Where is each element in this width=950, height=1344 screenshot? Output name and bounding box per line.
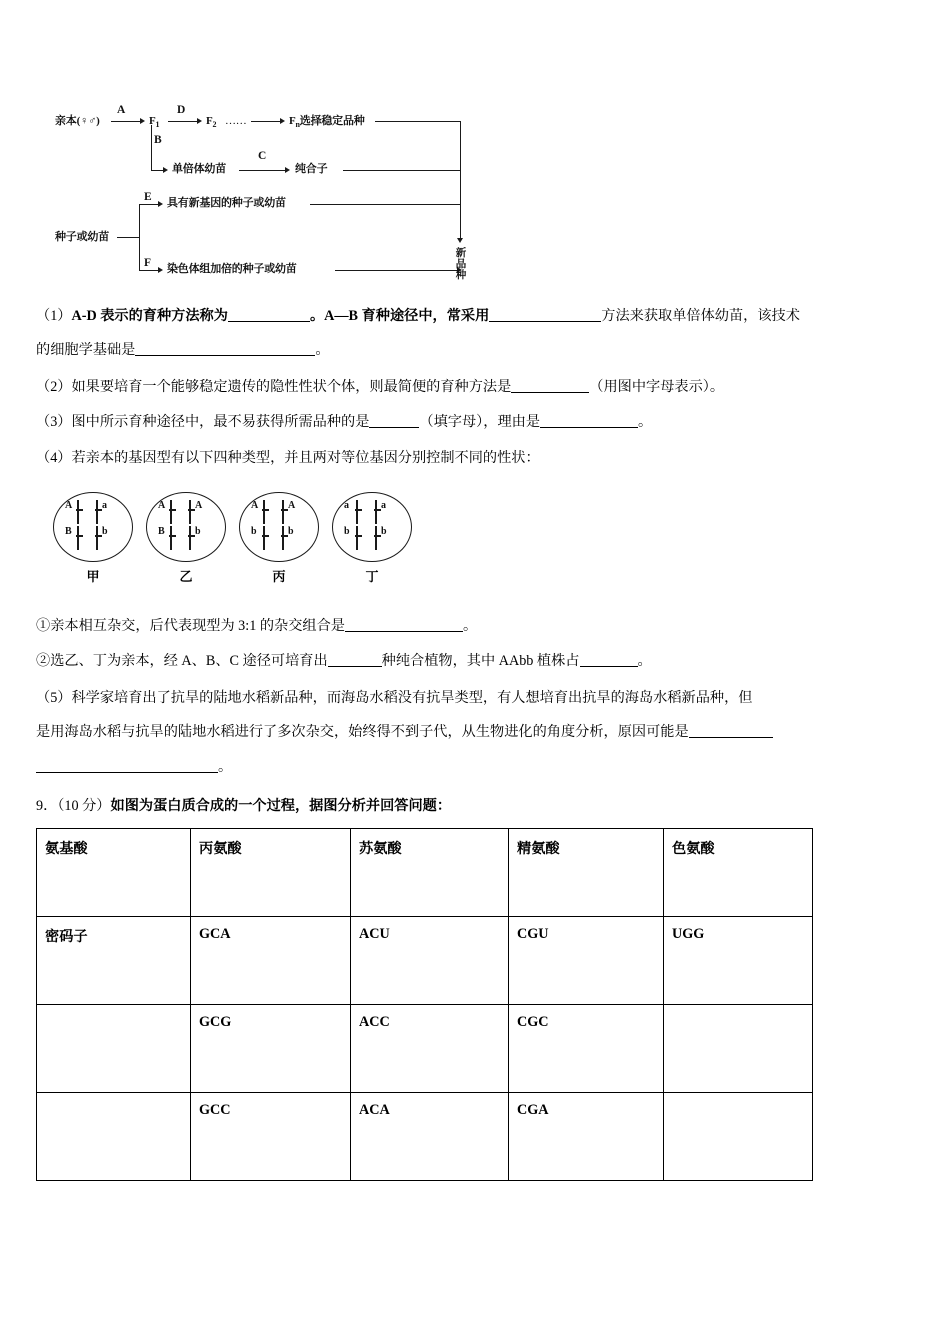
question-2-line	[36, 377, 724, 398]
genotype-cell-ding	[331, 492, 413, 585]
arrow-head-d	[197, 118, 202, 124]
branch-stem-line	[117, 237, 139, 238]
q3-text-b: （填字母），理由是	[419, 414, 541, 430]
chromatid-top-left-bing	[263, 500, 265, 524]
q4s2-blank-1[interactable]	[328, 666, 382, 667]
chromosome-pair-top-yi	[147, 500, 225, 526]
q4s2-text-a: ②选乙、丁为亲本，经 A、B、C 途径可培育出	[36, 653, 328, 669]
diagram-node-doubled-seedling: 染色体组加倍的种子或幼苗	[167, 263, 297, 275]
arrow-head-e	[158, 201, 163, 207]
genotype-cell-bing	[238, 492, 320, 585]
table-cell-codon-acc: ACC	[351, 1005, 509, 1093]
table-cell-codon-acu: ACU	[351, 917, 509, 1005]
q9-text: 如图为蛋白质合成的一个过程，据图分析并回答问题：	[110, 798, 452, 814]
chromosome-pair-bottom-bing	[240, 526, 318, 552]
cell-label-bing: 丙	[272, 569, 286, 584]
table-cell-codon-ugg: UGG	[664, 917, 813, 1005]
table-cell-alanine: 丙氨酸	[191, 829, 351, 917]
q1-text-b: 。A—B 育种途径中，常采用	[309, 308, 490, 324]
question-4-sub-2	[36, 651, 652, 672]
cell-outline-ding	[332, 492, 412, 562]
arrow-head-fn	[280, 118, 285, 124]
q1-blank-3[interactable]	[135, 355, 315, 356]
chromosome-pair-bottom-jia	[54, 526, 132, 552]
rail-line-row3	[310, 204, 460, 205]
diagram-arrow-letter-c: C	[258, 150, 267, 162]
chromosome-pair-bottom-yi	[147, 526, 225, 552]
chromatid-bottom-left-yi	[170, 526, 172, 550]
chromatid-bottom-left-ding	[356, 526, 358, 550]
allele-bottom-right-bing: b	[288, 526, 294, 537]
rail-line-row2	[343, 170, 460, 171]
diagram-node-fn	[289, 116, 365, 129]
q5-period: 。	[218, 759, 233, 775]
q3-blank-1[interactable]	[369, 427, 419, 428]
chromatid-bottom-left-jia	[77, 526, 79, 550]
chromatid-top-left-jia	[77, 500, 79, 524]
chromatid-top-right-jia	[96, 500, 98, 524]
q5-blank-1[interactable]	[689, 737, 773, 738]
table-cell-codon-gcg: GCG	[191, 1005, 351, 1093]
f1-label: F	[149, 115, 156, 127]
q4s2-text-b: 种纯合植物，其中 AAbb 植株占	[381, 653, 580, 669]
branch-split-line	[139, 204, 140, 270]
breeding-flowchart	[55, 92, 475, 287]
table-row	[37, 1093, 813, 1181]
table-cell-aminoacid-header: 氨基酸	[37, 829, 191, 917]
fn-text: 选择稳定品种	[299, 115, 365, 127]
rail-line-row1	[375, 121, 460, 122]
chromatid-bottom-right-bing	[282, 526, 284, 550]
chromatid-top-left-ding	[356, 500, 358, 524]
diagram-node-haploid-seedling: 单倍体幼苗	[172, 163, 226, 175]
allele-bottom-right-jia: b	[102, 526, 108, 537]
diagram-node-homozygote: 纯合子	[295, 163, 328, 175]
diagram-node-seed-or-seedling: 种子或幼苗	[55, 231, 109, 243]
rail-line-row4	[335, 270, 458, 271]
arrow-line-b-vertical	[151, 125, 152, 170]
q1-prefix: （1）	[36, 308, 72, 324]
f2-subscript: 2	[212, 120, 217, 130]
q1-blank-1[interactable]	[228, 321, 310, 322]
diagram-ellipsis: ……	[225, 115, 247, 127]
arrow-head-c	[285, 167, 290, 173]
genotype-cell-jia	[52, 492, 134, 585]
allele-top-left-ding: a	[344, 500, 349, 511]
q1-text-d: 的细胞学基础是	[36, 342, 136, 358]
genotype-cell-yi	[145, 492, 227, 585]
cell-outline-yi	[146, 492, 226, 562]
fn-subscript: n	[295, 120, 300, 130]
table-cell-arginine: 精氨酸	[509, 829, 664, 917]
q2-text-b: （用图中字母表示）。	[589, 379, 725, 395]
question-5-line-2	[36, 722, 773, 743]
arrow-head-a	[140, 118, 145, 124]
question-5-line-1: （5）科学家培育出了抗旱的陆地水稻新品种，而海岛水稻没有抗旱类型，有人想培育出抗旱的海岛水稻新品种，但	[36, 690, 753, 706]
cell-label-ding: 丁	[365, 569, 379, 584]
fn-label: F	[289, 115, 296, 127]
diagram-arrow-letter-a: A	[117, 104, 126, 116]
question-9-header	[36, 796, 451, 817]
chromatid-bottom-right-yi	[189, 526, 191, 550]
q4s2-blank-2[interactable]	[580, 666, 638, 667]
q2-text-a: （2）如果要培育一个能够稳定遗传的隐性性状个体，则最简便的育种方法是	[36, 379, 512, 395]
q4s1-text-b: 。	[462, 618, 478, 634]
q4s1-blank-1[interactable]	[345, 631, 463, 632]
allele-bottom-left-ding: b	[344, 526, 350, 537]
allele-bottom-right-yi: b	[195, 526, 201, 537]
arrow-head-f	[158, 267, 163, 273]
question-1-line-1	[36, 306, 800, 327]
table-cell-codon-header: 密码子	[37, 917, 191, 1005]
q5-text-b: 是用海岛水稻与抗旱的陆地水稻进行了多次杂交，始终得不到子代，从生物进化的角度分析，原因可能是	[36, 724, 689, 740]
genotype-cell-diagrams	[52, 492, 472, 587]
collector-rail	[460, 121, 461, 239]
q4s1-text-a: ①亲本相互杂交，后代表现型为 3:1 的杂交组合是	[36, 618, 345, 634]
cell-outline-bing	[239, 492, 319, 562]
f1-subscript: 1	[155, 120, 160, 130]
table-cell-codon-cga: CGA	[509, 1093, 664, 1181]
arrow-line-d	[168, 121, 198, 122]
q3-text-c: 。	[638, 414, 653, 430]
q9-score: （10 分）	[57, 798, 111, 814]
diagram-arrow-letter-f: F	[144, 257, 152, 269]
diagram-arrow-letter-e: E	[144, 191, 152, 203]
q9-number: 9．	[36, 798, 58, 814]
question-4-intro: （4）若亲本的基因型有以下四种类型，并且两对等位基因分别控制不同的性状：	[36, 450, 540, 466]
table-cell-codon-cgu: CGU	[509, 917, 664, 1005]
chromosome-pair-top-ding	[333, 500, 411, 526]
allele-top-left-jia: A	[65, 500, 73, 511]
table-row	[37, 829, 813, 917]
chromatid-bottom-right-ding	[375, 526, 377, 550]
allele-bottom-right-ding: b	[381, 526, 387, 537]
table-cell-empty-3	[37, 1093, 191, 1181]
arrow-line-e	[139, 204, 159, 205]
q1-text-a: A-D 表示的育种方法称为	[71, 308, 228, 324]
cell-label-yi: 乙	[179, 569, 193, 584]
arrow-line-c	[239, 170, 286, 171]
table-cell-tryptophan: 色氨酸	[664, 829, 813, 917]
allele-top-left-yi: A	[158, 500, 166, 511]
table-cell-empty-1	[37, 1005, 191, 1093]
arrow-line-a	[111, 121, 141, 122]
diagram-node-parents: 亲本(♀♂)	[55, 115, 100, 127]
allele-top-left-bing: A	[251, 500, 259, 511]
q1-period: 。	[315, 342, 330, 358]
chromatid-top-right-ding	[375, 500, 377, 524]
question-5-line-3	[36, 757, 232, 778]
allele-bottom-left-yi: B	[158, 526, 165, 537]
cell-outline-jia	[53, 492, 133, 562]
chromatid-bottom-left-bing	[263, 526, 265, 550]
q3-blank-2[interactable]	[540, 427, 638, 428]
cell-label-jia: 甲	[86, 569, 100, 584]
table-row	[37, 1005, 813, 1093]
table-cell-codon-aca: ACA	[351, 1093, 509, 1181]
diagram-arrow-letter-b: B	[154, 134, 162, 146]
table-cell-codon-cgc: CGC	[509, 1005, 664, 1093]
q1-text-c: 方法来获取单倍体幼苗，该技术	[601, 308, 800, 324]
chromatid-top-right-yi	[189, 500, 191, 524]
allele-bottom-left-jia: B	[65, 526, 72, 537]
q2-blank-1[interactable]	[511, 392, 589, 393]
table-cell-codon-gca: GCA	[191, 917, 351, 1005]
diagram-node-new-gene-seedling: 具有新基因的种子或幼苗	[167, 197, 286, 209]
amino-acid-codon-table	[36, 828, 813, 1181]
diagram-node-f2	[206, 116, 216, 129]
arrow-line-fn	[251, 121, 281, 122]
question-4-sub-1	[36, 616, 477, 637]
q4s2-text-c: 。	[637, 653, 652, 669]
chromosome-pair-top-jia	[54, 500, 132, 526]
q1-blank-2[interactable]	[489, 321, 601, 322]
arrow-head-b	[163, 167, 168, 173]
table-cell-empty-4	[664, 1093, 813, 1181]
q3-text-a: （3）图中所示育种途径中，最不易获得所需品种的是	[36, 414, 370, 430]
allele-top-right-jia: a	[102, 500, 107, 511]
table-cell-threonine: 苏氨酸	[351, 829, 509, 917]
chromatid-bottom-right-jia	[96, 526, 98, 550]
allele-top-right-bing: A	[288, 500, 296, 511]
table-row	[37, 917, 813, 1005]
table-cell-empty-2	[664, 1005, 813, 1093]
q5-blank-2[interactable]	[36, 772, 218, 773]
allele-top-right-ding: a	[381, 500, 386, 511]
allele-top-right-yi: A	[195, 500, 203, 511]
question-3-line	[36, 412, 652, 433]
allele-bottom-left-bing: b	[251, 526, 257, 537]
arrow-head-rail-down	[457, 238, 463, 243]
diagram-node-new-variety: 新品种	[455, 248, 467, 281]
diagram-arrow-letter-d: D	[177, 104, 186, 116]
table-cell-codon-gcc: GCC	[191, 1093, 351, 1181]
f2-label: F	[206, 115, 213, 127]
chromatid-top-right-bing	[282, 500, 284, 524]
chromosome-pair-bottom-ding	[333, 526, 411, 552]
arrow-line-f	[139, 270, 159, 271]
question-1-line-2	[36, 340, 330, 361]
chromosome-pair-top-bing	[240, 500, 318, 526]
chromatid-top-left-yi	[170, 500, 172, 524]
